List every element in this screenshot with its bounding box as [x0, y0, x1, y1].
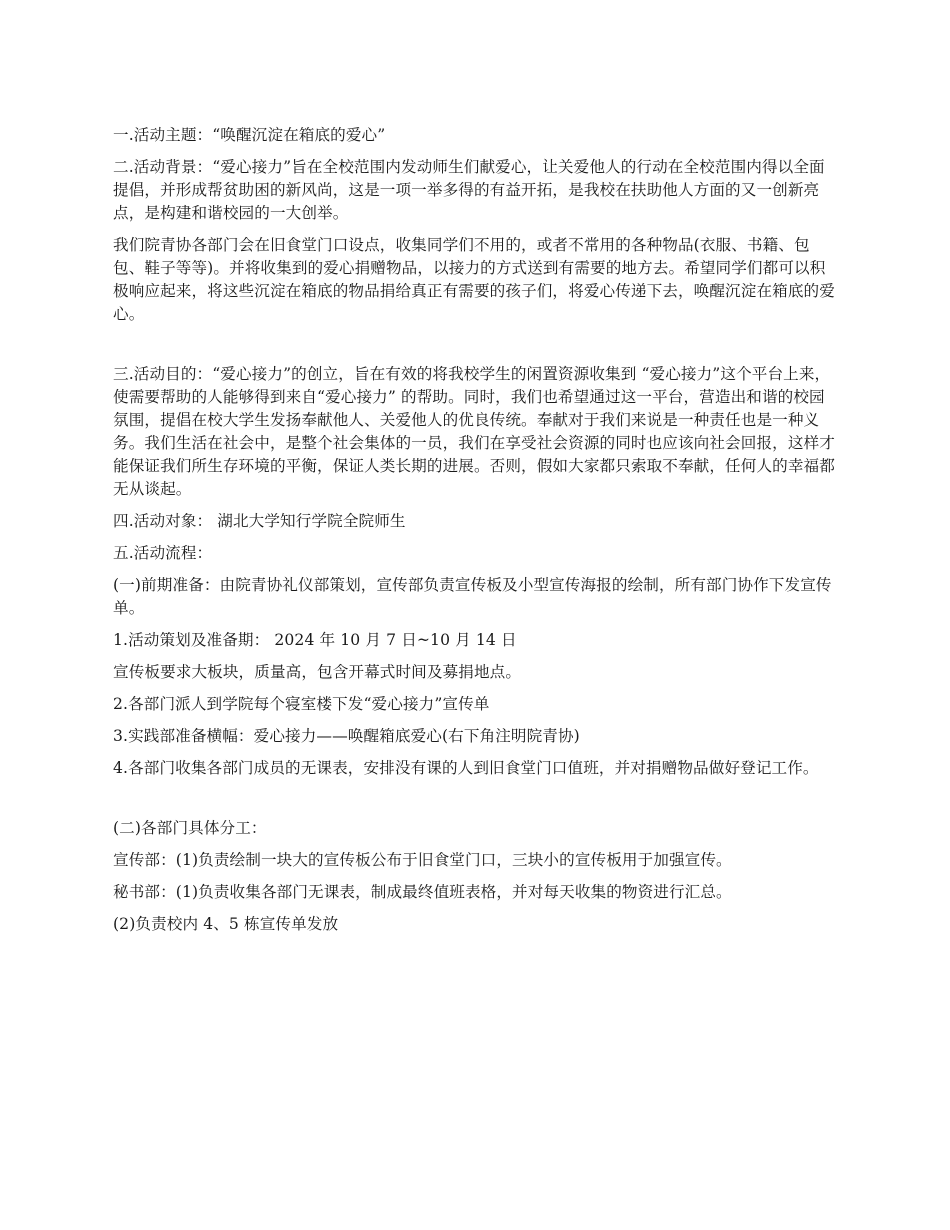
banner-preparation: 3.实践部准备横幅：爱心接力——唤醒箱底爱心(右下角注明院青协)	[113, 727, 580, 745]
preparation-stage: (一)前期准备：由院青协礼仪部策划，宣传部负责宣传板及小型宣传海报的绘制，所有部门协作下发宣传单。	[113, 576, 832, 617]
activity-process-heading: 五.活动流程：	[113, 544, 213, 562]
secretariat-flyer-duty: (2)负责校内 4、5 栋宣传单发放	[113, 915, 339, 933]
paragraph-spacer	[113, 335, 839, 363]
publicity-department-duty: 宣传部：(1)负责绘制一块大的宣传板公布于旧食堂门口，三块小的宣传板用于加强宣传。	[113, 851, 732, 869]
collection-description: 我们院青协各部门会在旧食堂门口设点，收集同学们不用的，或者不常用的各种物品(衣服、书籍、包包、鞋子等等)。并将收集到的爱心捐赠物品，以接力的方式送到有需要的地方去。希望同学们都可以积极响应起来，将这些沉淀在箱底的物品捐给真正有需要的孩子们，将爱心传递下去，唤醒沉淀在箱底的爱心。	[113, 236, 835, 323]
paragraph-spacer	[113, 789, 839, 817]
board-requirements: 宣传板要求大板块，质量高，包含开幕式时间及募捐地点。	[113, 663, 522, 681]
activity-theme: 一.活动主题：“唤醒沉淀在箱底的爱心”	[113, 126, 386, 144]
department-duties-heading: (二)各部门具体分工：	[113, 819, 267, 837]
activity-background: 二.活动背景：“爱心接力”旨在全校范围内发动师生们献爱心，让关爱他人的行动在全校范围内得以全面提倡，并形成帮贫助困的新风尚，这是一项一举多得的有益开拓，是我校在扶助他人方面的又一创新亮点，是构建和谐校园的一大创举。	[113, 158, 825, 222]
activity-audience: 四.活动对象： 湖北大学知行学院全院师生	[113, 512, 406, 530]
document-page	[113, 124, 839, 945]
secretariat-department-duty: 秘书部：(1)负责收集各部门无课表，制成最终值班表格，并对每天收集的物资进行汇总。	[113, 883, 732, 901]
activity-purpose: 三.活动目的：“爱心接力”的创立，旨在有效的将我校学生的闲置资源收集到 “爱心接力”这个平台上来，使需要帮助的人能够得到来自“爱心接力” 的帮助。同时，我们也希望通过这一平台，营造出和谐的校园氛围，提倡在校大学生发扬奉献他人、关爱他人的优良传统。奉献对于我们来说是一种责任也是一种义务。我们生活在社会中，是整个社会集体的一员，我们在享受社会资源的同时也应该向社会回报，这样才能保证我们所生存环境的平衡，保证人类长期的进展。否则，假如大家都只索取不奉献，任何人的幸福都无从谈起。	[113, 365, 835, 498]
planning-period: 1.活动策划及准备期： 2024 年 10 月 7 日~10 月 14 日	[113, 631, 517, 649]
duty-scheduling: 4.各部门收集各部门成员的无课表，安排没有课的人到旧食堂门口值班，并对捐赠物品做好登记工作。	[113, 759, 819, 777]
flyer-distribution: 2.各部门派人到学院每个寝室楼下发“爱心接力”宣传单	[113, 695, 490, 713]
